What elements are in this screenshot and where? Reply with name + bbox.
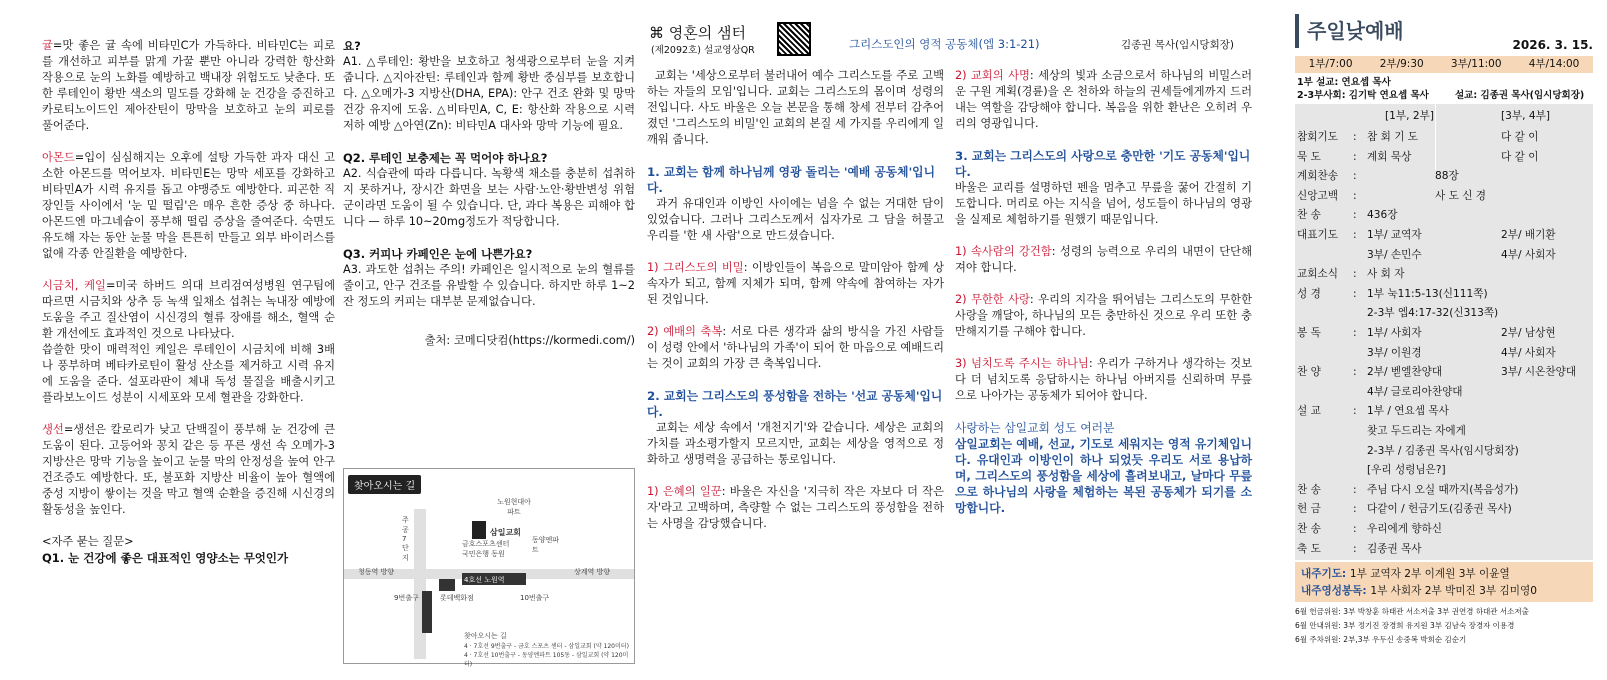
next-reading <box>1301 584 1537 598</box>
order-row-colon: : <box>1353 150 1357 163</box>
point-1-2-text: : 서로 다른 생각과 삶의 방식을 가진 사람들이 성령 안에서 '하나님의 가족'이 되어 한 마음으로 예배드리는 것이 교회의 가장 큰 축복입니다. <box>647 325 944 370</box>
qr-code-icon[interactable] <box>777 22 811 56</box>
map-caption-1: 4 · 7호선 9번출구 - 금호 스포츠 센터 - 삼일교회 (약 120미터) <box>464 643 629 650</box>
sermon-col <box>645 0 1285 680</box>
order-row-value-a: 1부/ 교역자 <box>1367 229 1422 241</box>
order-row-value-a: 2부/ 벧엘찬양대 <box>1367 366 1443 379</box>
sermon-line-3: 설교: 김종권 목사(임시당회장) <box>1455 90 1585 101</box>
order-row-value-b: 4부/ 사회자 <box>1501 248 1556 261</box>
next-week-notes <box>1295 562 1593 602</box>
point-1-1-title: 1) 그리스도의 비밀 <box>647 261 744 274</box>
map-label-geumho: 금호스포츠센터 국민은행 동원 <box>462 540 510 558</box>
body-spinach: =미국 하버드 의대 브리검여성병원 연구팀에 따르면 시금치와 상추 등 녹색 잎채소 섭취는 녹내장 예방에 도움을 주고 질산염이 시신경의 혈류 장애를 해소, 혈액 순환 개선에도 효과적인 것으로 나타났다. <box>42 279 336 340</box>
order-row-value-a: 사 회 자 <box>1367 268 1405 281</box>
time-4: 4부/14:00 <box>1528 58 1580 70</box>
point-1-body-text: 과거 유대인과 이방인 사이에는 넘을 수 없는 거대한 담이 있었습니다. 그러나 그리스도께서 십자가로 그 담을 허물고 우리를 '한 새 사람'으로 만드셨습니다. <box>647 197 944 242</box>
closing-body: 삼일교회는 예배, 선교, 기도로 세워지는 영적 유기체입니다. 유대인과 이방인이 하나 되었듯 우리도 서로 용납하며, 그리스도의 풍성함을 세상에 흘려보내고, 날마다 무릎으로 하나님의 사랑을 체험하는 복된 공동체가 되기를 소망합니다. <box>955 437 1252 515</box>
paragraph-fish <box>42 422 335 518</box>
point-3-1 <box>955 244 1252 276</box>
issue-line <box>651 42 755 56</box>
point-1-2-title: 2) 예배의 축복 <box>647 325 723 338</box>
sermon-intro-text: 교회는 '세상으로부터 불러내어 예수 그리스도를 주로 고백하는 자들의 모임'입니다. 교회는 그리스도의 몸이며 성령의 전입니다. 사도 바울은 오늘 본문을 통해 창세 전부터 감추어졌던 '그리스도의 비밀'인 교회의 본질 세 가지를 우리에게 일깨워 줍니다. <box>647 69 944 146</box>
order-row-value-a: 1부/ 사회자 <box>1367 327 1422 339</box>
lead-fish: 생선 <box>42 423 64 436</box>
point-1-heading: 1. 교회는 함께 하나님께 영광 돌리는 '예배 공동체'입니다. <box>647 165 935 195</box>
order-row-value-a: 4부/ 글로리아찬양대 <box>1367 385 1463 398</box>
time-3: 3부/11:00 <box>1450 58 1502 70</box>
point-2-2-title: 2) 교회의 사명 <box>955 69 1030 82</box>
map-caption-title: 찾아오시는 길 <box>464 632 507 640</box>
order-of-worship <box>1295 104 1593 560</box>
next-prayer-value: 1부 교역자 2부 이계원 3부 이윤열 <box>1349 568 1510 580</box>
point-1-1 <box>647 260 944 308</box>
sermon-title: 그리스도인의 영적 공동체(엡 3:1-21) <box>849 37 1040 51</box>
map-label-west: 청동역 방향 <box>358 568 395 576</box>
faq-a3: A3. 과도한 섭취는 주의! 카페인은 일시적으로 눈의 혈류를 줄이고, 안구 건조를 유발할 수 있습니다. 하지만 하루 1~2잔 정도의 커피는 대부분 문제없습니다. <box>343 263 635 308</box>
order-row-value-a: 우리에게 향하신 <box>1367 523 1443 535</box>
order-row-label: 헌 금 <box>1297 503 1321 516</box>
point-3-3-title: 3) 넘치도록 주시는 하나님 <box>955 357 1089 370</box>
order-row-colon: : <box>1353 405 1357 418</box>
point-3-heading: 3. 교회는 그리스도의 사랑으로 충만한 '기도 공동체'입니다. <box>955 149 1251 179</box>
order-row-label: 찬 양 <box>1297 366 1321 379</box>
point-2-body-text: 교회는 세상 속에서 '개천지기'와 같습니다. 세상은 교회의 가치를 과소평가할지 모르지만, 교회는 세상을 영적으로 정화하고 생명력을 공급하는 통로입니다. <box>647 421 944 466</box>
order-row-value-b: 다 같 이 <box>1501 131 1539 143</box>
order-row-value-a: 436장 <box>1367 209 1398 222</box>
order-header-a: [1부, 2부] <box>1385 110 1434 122</box>
point-1-2 <box>647 324 944 372</box>
road-vertical <box>414 509 426 659</box>
point-3-body: 바울은 교리를 설명하던 펜을 멈추고 무릎을 꿇어 간절히 기도합니다. 머리로 아는 지식을 넘어, 성도들이 하나님의 영광을 실제로 체험하기를 원했기 때문입니다. <box>955 181 1252 226</box>
order-row-colon: : <box>1353 327 1357 339</box>
order-row-colon: : <box>1353 483 1357 496</box>
point-3-2-text: : 우리의 지각을 뛰어넘는 그리스도의 무한한 사랑을 깨달아, 하나님의 모든 충만하신 것으로 우리 또한 충만해지기를 구해야 합니다. <box>955 293 1252 338</box>
order-row-label: 설 교 <box>1297 405 1321 418</box>
body-almond: =입이 심심해지는 오후에 설탕 가득한 과자 대신 고소한 아몬드를 먹어보자. 비타민E는 망막 세포를 강화하고 비타민A가 시력 유지를 돕고 야맹증도 예방한다. 피곤한 직장인들 사이에서 '눈 밑 떨림'은 매우 흔한 증상 중 하나다. 아몬드엔 마그네슘이 풍부해 떨림 증상을 줄여준다. 숙면도 유도해 자는 동안 눈물 막을 튼튼히 만들고 외부 바이러스를 없애 각종 안질환을 예방한다. <box>42 151 335 260</box>
order-row-value-b: 사 도 신 경 <box>1435 189 1487 202</box>
brand-name: ⌘ 영혼의 샘터 <box>649 24 746 42</box>
sermon-header <box>645 22 1285 62</box>
order-row-value-b: 2부/ 배기환 <box>1501 229 1556 241</box>
map-label-enpart: 동양엔파트 <box>532 536 560 554</box>
next-reading-value: 1부 사회자 2부 박미진 3부 김미영0 <box>1370 585 1537 597</box>
church-cross-icon <box>472 521 486 539</box>
order-row-colon: : <box>1353 131 1357 143</box>
map-label-east: 상계역 방향 <box>574 568 611 576</box>
order-row-label: 성 경 <box>1297 287 1321 300</box>
point-2-heading: 2. 교회는 그리스도의 풍성함을 전하는 '선교 공동체'입니다. <box>647 389 943 419</box>
order-row-value-a: 3부/ 손민수 <box>1367 248 1422 261</box>
map-label-10exit: 10번출구 <box>520 594 550 602</box>
church-label: 삼일교회 <box>490 528 521 537</box>
point-1-body <box>647 196 944 244</box>
map-label-apt: 노원현대아파트 <box>497 498 531 516</box>
paragraph-almond <box>42 150 335 262</box>
point-2-1-title: 1) 은혜의 일꾼 <box>647 485 722 498</box>
paragraph-spinach <box>42 278 335 342</box>
map-label-lotte: 롯데백화점 <box>440 594 474 602</box>
order-row-colon: : <box>1353 209 1357 222</box>
point-3-3-text: : 우리가 구하거나 생각하는 것보다 더 넘치도록 응답하시는 하나님 아버지를 신뢰하며 무릎으로 나아가는 공동체가 되어야 합니다. <box>955 357 1252 402</box>
faq-a2: A2. 식습관에 따라 다릅니다. 녹황색 채소를 충분히 섭취하지 못하거나, 장시간 화면을 보는 사람·노안·황반변성 위험군이라면 도움이 될 수 있습니다. 단, 과다 복용은 피해야 합니다 — 하루 10~20mg정도가 적당합니다. <box>343 167 635 228</box>
station-block <box>422 591 432 633</box>
order-row-colon: : <box>1353 366 1357 379</box>
body-tangerine: =맛 좋은 귤 속에 비타민C가 가득하다. 비타민C는 피로를 개선하고 피부를 맑게 가꿀 뿐만 아니라 강력한 항산화 작용으로 눈의 노화를 예방하고 백내장 위험도도 낮춘다. 또한 루테인이 황반 색소의 밀도를 강화해 눈 건강을 증진하고 카로티노이드인 제아잔틴이 망막을 보호하고 눈의 피로를 풀어준다. <box>42 39 335 132</box>
footer-line-2: 6월 안내위원: 3부 정기진 장경희 유지원 3부 김남숙 장경자 이용경 <box>1295 621 1515 630</box>
paragraph-kale: 씁쓸한 맛이 매력적인 케일은 루테인이 시금치에 비해 3배나 풍부하며 베타카로틴이 활성 산소를 제거하고 시력 유지에 도움을 준다. 설포라판이 체내 독성 물질을 배출시키고 플라보노이드 성분이 시세포와 모세 혈관을 강화한다. <box>42 343 335 404</box>
order-row-value-b: 3부/ 시온찬양대 <box>1501 366 1577 379</box>
order-row-label: 대표기도 <box>1297 229 1338 241</box>
order-row-colon: : <box>1353 268 1357 281</box>
order-row-label: 찬 송 <box>1297 483 1321 496</box>
order-row-label: 계회찬송 <box>1297 170 1338 183</box>
order-row-value-b: 다 같 이 <box>1501 150 1539 163</box>
order-row-label: 교회소식 <box>1297 268 1338 281</box>
sermon-right-col <box>955 68 1252 516</box>
map-label-jugong: 주공7단지 <box>402 516 409 562</box>
order-row-value-a: 주님 다시 오실 때까지(복음성가) <box>1367 483 1519 496</box>
order-row-label: 봉 독 <box>1297 327 1321 339</box>
order-row-colon: : <box>1353 503 1357 516</box>
worship-title: 주일낮예배 <box>1295 14 1595 48</box>
order-row-value-b: 2부/ 남상현 <box>1501 327 1556 339</box>
order-row-colon: : <box>1353 287 1357 300</box>
map-label-9exit: 9번출구 <box>394 594 419 602</box>
point-2-2 <box>955 68 1252 132</box>
order-row-value-a: 다같이 / 헌금기도(김종권 목사) <box>1367 503 1512 516</box>
next-prayer-label: 내주기도: <box>1301 568 1347 580</box>
time-2: 2부/9:30 <box>1379 58 1424 70</box>
health-article-col1 <box>0 0 335 680</box>
closing-title: 사랑하는 삼일교회 성도 여러분 <box>955 421 1115 435</box>
order-row-colon: : <box>1353 170 1357 183</box>
order-row-value-a: 1부 눅11:5-13(신111쪽) <box>1367 287 1488 300</box>
order-divider <box>1435 104 1436 170</box>
order-row-label: 참회기도 <box>1297 131 1338 143</box>
order-row-value-a: 찾고 두드리는 자에게 <box>1367 425 1466 437</box>
order-row-value-a: 김종권 목사 <box>1367 542 1422 555</box>
point-3-2 <box>955 292 1252 340</box>
service-times <box>1295 56 1593 73</box>
order-row-colon: : <box>1353 542 1357 555</box>
order-row-value-a: 1부 / 연요셉 목사 <box>1367 405 1449 418</box>
issue-number: (제2092호) <box>651 45 701 56</box>
faq-q1: Q1. 눈 건강에 좋은 대표적인 영양소는 무엇인가 <box>42 551 289 565</box>
next-reading-label: 내주영성봉독: <box>1301 585 1367 597</box>
faq-heading: <자주 묻는 질문> <box>42 535 134 548</box>
faq-q1-tail: 요? <box>343 39 361 53</box>
order-row-label: 찬 송 <box>1297 523 1321 535</box>
lead-tangerine: 귤 <box>42 39 53 52</box>
order-row-label: 축 도 <box>1297 542 1321 555</box>
order-row-value-b: 88장 <box>1435 170 1459 183</box>
worship-date: 2026. 3. 15. <box>1512 38 1593 52</box>
lotte-block <box>439 579 455 591</box>
point-3-1-title: 1) 속사람의 강건함 <box>955 245 1052 258</box>
point-3-3 <box>955 356 1252 404</box>
point-1-1-text: : 이방인들이 복음으로 말미암아 함께 상속자가 되고, 함께 지체가 되며, 함께 약속에 참여하는 자가 된 것입니다. <box>647 261 944 306</box>
point-2-1-text: : 바울은 자신을 '지극히 작은 자보다 더 작은 자'라고 고백하며, 측량할 수 없는 그리스도의 풍성함을 전하는 사명을 감당했습니다. <box>647 485 944 530</box>
order-row-value-a: 참 회 기 도 <box>1367 131 1419 143</box>
footer-line-1: 6월 헌금위원: 3부 박창훈 하태관 서소저출 3부 권연경 하대관 서소저출 <box>1295 607 1529 616</box>
time-1: 1부/7:00 <box>1308 58 1353 70</box>
order-row-label: 찬 송 <box>1297 209 1321 222</box>
lead-almond: 아몬드 <box>42 151 75 164</box>
order-row-colon: : <box>1353 523 1357 535</box>
point-2-1 <box>647 484 944 532</box>
map-caption-2: 4 · 7호선 10번출구 - 동양엔파트 105동 - 삼일교회 (약 120미터) <box>464 652 629 668</box>
brand-text: 영혼의 샘터 <box>668 24 746 42</box>
order-row-value-a: 2-3부 / 김종권 목사(임시당회장) <box>1367 444 1519 457</box>
preacher: 김종권 목사(임시당회장) <box>1121 39 1234 51</box>
sermon-intro <box>647 68 944 148</box>
source-credit: 출처: 코메디닷컴(https://kormedi.com/) <box>424 334 635 347</box>
map-label-line4: 4호선 노원역 <box>464 576 505 584</box>
order-row-label: 묵 도 <box>1297 150 1321 163</box>
next-prayer <box>1301 567 1510 581</box>
order-row-value-a: 2-3부 엡4:17-32(신313쪽) <box>1367 307 1499 320</box>
order-header-b: [3부, 4부] <box>1501 110 1550 122</box>
order-row-value-a: [우리 성령님은?] <box>1367 464 1446 477</box>
sermon-line-2: 2-3부사회: 김기탁 연요셉 목사 <box>1297 90 1429 101</box>
map-title: 찾아오시는 길 <box>348 475 421 494</box>
body-fish: =생선은 칼로리가 낮고 단백질이 풍부해 눈 건강에 큰 도움이 된다. 고등어와 꽁치 같은 등 푸른 생선 속 오메가-3 지방산은 망막 기능을 높이고 눈물 막의 안정성을 높여 안구 건조증도 예방한다. 또, 불포화 지방산 비율이 높아 혈액에 중성 지방이 쌓이는 것을 막고 혈액 순환을 증진해 시신경의 활동성을 높인다. <box>42 423 335 516</box>
order-row-value-a: 계회 묵상 <box>1367 150 1412 163</box>
footer-line-3: 6월 주차위원: 2부,3부 우두신 송중복 박희순 김순기 <box>1295 635 1467 644</box>
faq-q3: Q3. 커피나 카페인은 눈에 나쁜가요? <box>343 247 533 261</box>
directions-map <box>343 468 635 668</box>
order-row-colon: : <box>1353 189 1357 202</box>
faq-q2: Q2. 루테인 보충제는 꼭 먹어야 하나요? <box>343 151 548 165</box>
paragraph-tangerine <box>42 38 335 134</box>
order-row-colon: : <box>1353 229 1357 241</box>
sermon-line-1: 1부 설교: 연요셉 목사 <box>1297 77 1391 88</box>
point-2-2-text: : 세상의 빛과 소금으로서 하나님의 비밀스러운 구원 계획(경륜)을 온 천하와 하늘의 권세들에게까지 드러내는 역할을 감당해야 합니다. 복음을 위한 환난은 오히려 우리의 영광입니다. <box>955 69 1252 130</box>
order-row-label: 신앙고백 <box>1297 189 1338 202</box>
point-3-2-title: 2) 무한한 사랑 <box>955 293 1030 306</box>
sermon-left-col <box>647 68 944 548</box>
point-3-1-text: : 성령의 능력으로 우리의 내면이 단단해져야 합니다. <box>955 245 1252 274</box>
order-row-value-a: 3부/ 이원경 <box>1367 346 1422 359</box>
point-2-body <box>647 420 944 468</box>
faq-a1: A1. △루테인: 황반을 보호하고 청색광으로부터 눈을 지켜줍니다. △지아잔틴: 루테인과 함께 황반 중심부를 보호합니다. △오메가-3 지방산(DHA, EPA): 안구 건조 완화 및 망막 건강 유지에 도움. △비타민A, C, E: 항산화 작용으로 시력 저하 예방 △아연(Zn): 비타민A 대사와 망막 기능에 필요. <box>343 55 635 132</box>
worship-order-col <box>1295 0 1607 680</box>
lead-spinach: 시금치, 케일 <box>42 279 106 292</box>
qr-label: 설교영상QR <box>703 45 755 56</box>
order-row-value-b: 4부/ 사회자 <box>1501 346 1556 359</box>
